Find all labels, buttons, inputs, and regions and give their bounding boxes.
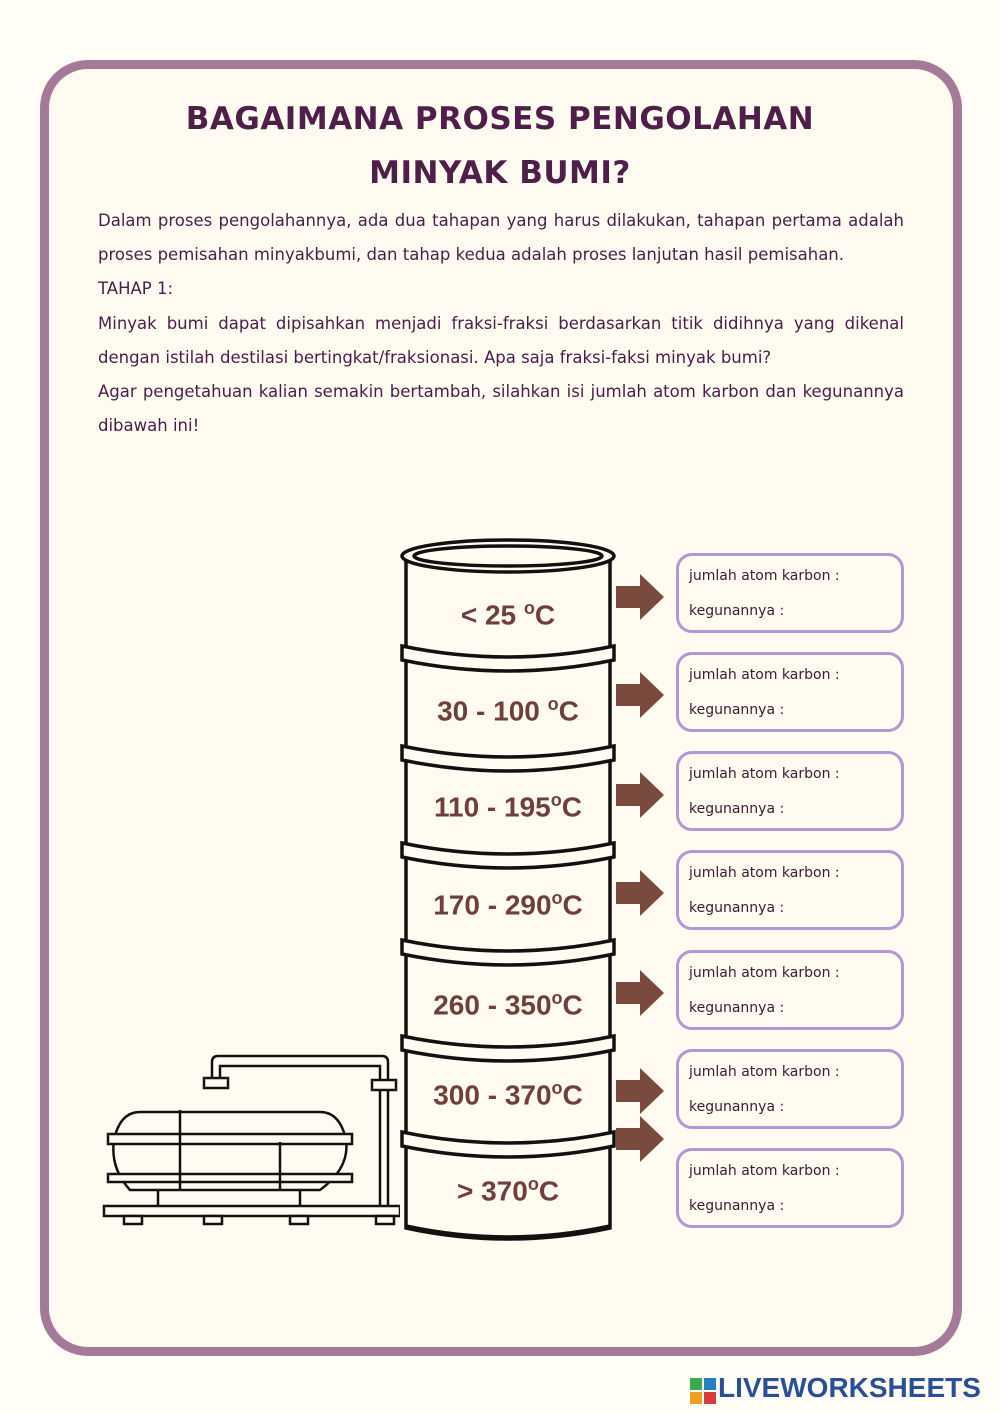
answer-box-1[interactable]: [676, 553, 904, 633]
temp-label-6: 300 - 370$^o$C: [433, 1078, 583, 1111]
carbon-count-label: jumlah atom karbon :: [689, 965, 840, 981]
arrow-right-icon: [616, 1116, 664, 1162]
step-heading: TAHAP 1:: [98, 279, 174, 299]
carbon-count-label: jumlah atom karbon :: [689, 1064, 840, 1080]
temp-label-3: 110 - 195$^o$C: [433, 790, 582, 823]
answer-box-2[interactable]: [676, 652, 904, 732]
arrow-right-icon: [616, 772, 664, 818]
carbon-count-label: jumlah atom karbon :: [689, 766, 840, 782]
answer-box-3[interactable]: [676, 751, 904, 831]
arrow-right-icon: [616, 672, 664, 718]
carbon-count-label: jumlah atom karbon :: [689, 667, 840, 683]
temp-label-2: 30 - 100 $^o$C: [437, 694, 579, 727]
carbon-count-label: jumlah atom karbon :: [689, 568, 840, 584]
furnace-tank-illustration: [100, 1050, 400, 1230]
temp-label-1: < 25 $^o$C: [460, 598, 556, 631]
arrow-right-icon: [616, 1068, 664, 1114]
usage-label: kegunannya :: [689, 801, 785, 817]
arrow-right-icon: [616, 970, 664, 1016]
title-line-2: MINYAK BUMI?: [369, 155, 631, 191]
usage-label: kegunannya :: [689, 1198, 785, 1214]
temp-label-4: 170 - 290$^o$C: [433, 888, 583, 921]
arrow-right-icon: [616, 870, 664, 916]
page-title: [60, 92, 940, 200]
arrow-right-icon: [616, 574, 664, 620]
answer-box-5[interactable]: [676, 950, 904, 1030]
liveworksheets-brand: LIVEWORKSHEETS: [718, 1372, 981, 1403]
usage-label: kegunannya :: [689, 603, 785, 619]
answer-box-4[interactable]: [676, 850, 904, 930]
intro-paragraph: Dalam proses pengolahannya, ada dua tahapan yang harus dilakukan, tahapan pertama adalah proses pemisahan minyakbumi, dan tahap kedua adalah proses lanjutan hasil pemisahan.: [98, 211, 904, 265]
answer-box-7[interactable]: [676, 1148, 904, 1228]
explanation-paragraph: Minyak bumi dapat dipisahkan menjadi fraksi-fraksi berdasarkan titik didihnya yang dikenal dengan istilah destilasi bertingkat/fraksionasi. Apa saja fraksi-faksi minyak bumi?: [98, 313, 904, 367]
usage-label: kegunannya :: [689, 900, 785, 916]
liveworksheets-logo-icon: [690, 1376, 716, 1406]
usage-label: kegunannya :: [689, 702, 785, 718]
usage-label: kegunannya :: [689, 1099, 785, 1115]
temp-label-5: 260 - 350$^o$C: [433, 988, 583, 1021]
carbon-count-label: jumlah atom karbon :: [689, 1163, 840, 1179]
answer-box-6[interactable]: [676, 1049, 904, 1129]
carbon-count-label: jumlah atom karbon :: [689, 865, 840, 881]
usage-label: kegunannya :: [689, 1000, 785, 1016]
title-line-1: BAGAIMANA PROSES PENGOLAHAN: [185, 101, 815, 137]
instruction-paragraph: Agar pengetahuan kalian semakin bertambah, silahkan isi jumlah atom karbon dan kegunannya dibawah ini!: [98, 382, 904, 436]
temp-label-7: > $370^oC$: [456, 1174, 560, 1207]
instructions-text: [98, 204, 904, 443]
